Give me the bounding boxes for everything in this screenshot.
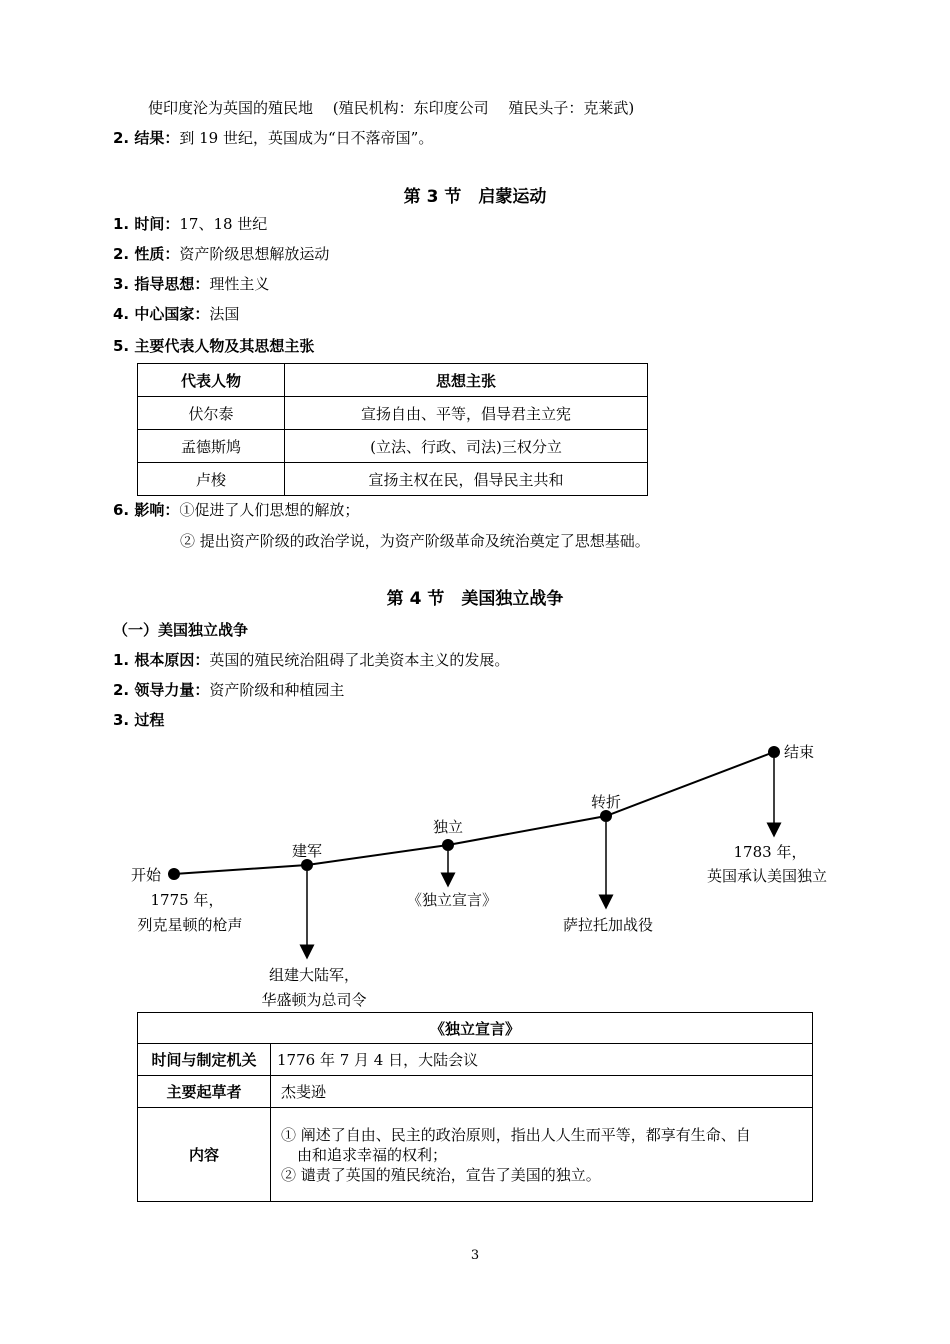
label-army: 建军: [291, 842, 323, 860]
timeline-diagram: [0, 730, 950, 1015]
timeline-dot-turning-point: [600, 810, 612, 822]
cell-idea: (立法、行政、司法)三权分立: [285, 430, 648, 463]
row-value: 杰斐逊: [271, 1076, 813, 1108]
cell-person: 伏尔泰: [138, 397, 285, 430]
sub-title: （一）美国独立战争: [113, 621, 249, 639]
desc-start-2: 列克星顿的枪声: [137, 916, 243, 934]
col-header-idea: 思想主张: [285, 364, 648, 397]
section-3-title: 第 3 节 启蒙运动: [403, 187, 547, 207]
table-title-row: [138, 1013, 813, 1044]
page-number: 3: [470, 1248, 480, 1263]
timeline-dot-independence: [442, 839, 454, 851]
desc-army-1: 组建大陆军，: [268, 966, 360, 984]
item-label: 2. 领导力量：: [113, 681, 210, 699]
row-key: 时间与制定机关: [138, 1044, 271, 1076]
col-header-person: 代表人物: [138, 364, 285, 397]
cell-idea: 宣扬主权在民，倡导民主共和: [285, 463, 648, 496]
label-start: 开始: [131, 866, 162, 884]
sec4-item: [113, 650, 509, 670]
result-text: 到 19 世纪，英国成为“日不落帝国”。: [179, 129, 434, 147]
content-2: ② 谴责了英国的殖民统治，宣告了美国的独立。: [281, 1165, 601, 1184]
item-text: 理性主义: [209, 275, 270, 293]
item-text: 17、18 世纪: [179, 215, 268, 233]
sec3-item: [113, 304, 239, 324]
sec4-item: [113, 680, 344, 700]
timeline-dot-end: [768, 746, 780, 758]
item-label: 5. 主要代表人物及其思想主张: [113, 337, 315, 355]
row-key: 主要起草者: [138, 1076, 271, 1108]
cell-person: 孟德斯鸠: [138, 430, 285, 463]
desc-end-1: 1783 年，: [733, 843, 807, 861]
item-label: 1. 时间：: [113, 215, 180, 233]
item-label: 4. 中心国家：: [113, 305, 210, 323]
content-1b: 由和追求幸福的权利；: [297, 1145, 448, 1164]
desc-start-1: 1775 年，: [150, 891, 224, 909]
item-text: 英国的殖民统治阻碍了北美资本主义的发展。: [209, 651, 510, 669]
impact-2: ② 提出资产阶级的政治学说，为资产阶级革命及统治奠定了思想基础。: [180, 532, 650, 550]
item-label: 3. 指导思想：: [113, 275, 210, 293]
table-row: [138, 463, 648, 496]
item-label: 1. 根本原因：: [113, 651, 210, 669]
table-row: [138, 397, 648, 430]
cell-person: 卢梭: [138, 463, 285, 496]
sec3-item: [113, 214, 267, 234]
result-line: [113, 128, 433, 148]
item-text: 法国: [209, 305, 240, 323]
section-4-title: 第 4 节 美国独立战争: [386, 589, 564, 609]
table-header-row: [138, 364, 648, 397]
declaration-title: 《独立宣言》: [138, 1013, 813, 1044]
sec3-item: [113, 336, 314, 356]
declaration-table: [137, 1012, 813, 1202]
result-label: 2. 结果：: [113, 129, 180, 147]
desc-army-2: 华盛顿为总司令: [261, 991, 367, 1009]
impact-line: [113, 500, 359, 520]
impact-label: 6. 影响：: [113, 501, 180, 519]
timeline-dot-start: [168, 868, 180, 880]
table-row: [138, 1044, 813, 1076]
row-key: 内容: [138, 1108, 271, 1202]
label-end: 结束: [784, 743, 815, 761]
table-row: [138, 1108, 813, 1202]
cell-idea: 宣扬自由、平等，倡导君主立宪: [285, 397, 648, 430]
thinkers-table: [137, 363, 648, 496]
sec4-item: [113, 710, 164, 730]
label-turning-point: 转折: [590, 793, 622, 811]
table-row: [138, 1076, 813, 1108]
sec3-item: [113, 244, 329, 264]
timeline-line: [174, 752, 774, 874]
row-value: 1776 年 7 月 4 日，大陆会议: [271, 1044, 813, 1076]
item-label: 3. 过程: [113, 711, 165, 729]
desc-end-2: 英国承认美国独立: [706, 867, 828, 885]
content-1a: ① 阐述了自由、民主的政治原则，指出人人生而平等，都享有生命、自: [281, 1125, 751, 1144]
impact-1: ①促进了人们思想的解放；: [179, 501, 360, 519]
desc-independence: 《独立宣言》: [406, 891, 498, 909]
item-text: 资产阶级思想解放运动: [179, 245, 330, 263]
table-row: [138, 430, 648, 463]
item-text: 资产阶级和种植园主: [209, 681, 345, 699]
timeline-dot-army: [301, 859, 313, 871]
label-independence: 独立: [432, 818, 464, 836]
desc-turning-point: 萨拉托加战役: [562, 916, 654, 934]
sec3-item: [113, 274, 269, 294]
content-cell: [271, 1108, 813, 1202]
colony-line: 使印度沦为英国的殖民地 (殖民机构：东印度公司 殖民头子：克莱武): [148, 99, 635, 117]
item-label: 2. 性质：: [113, 245, 180, 263]
